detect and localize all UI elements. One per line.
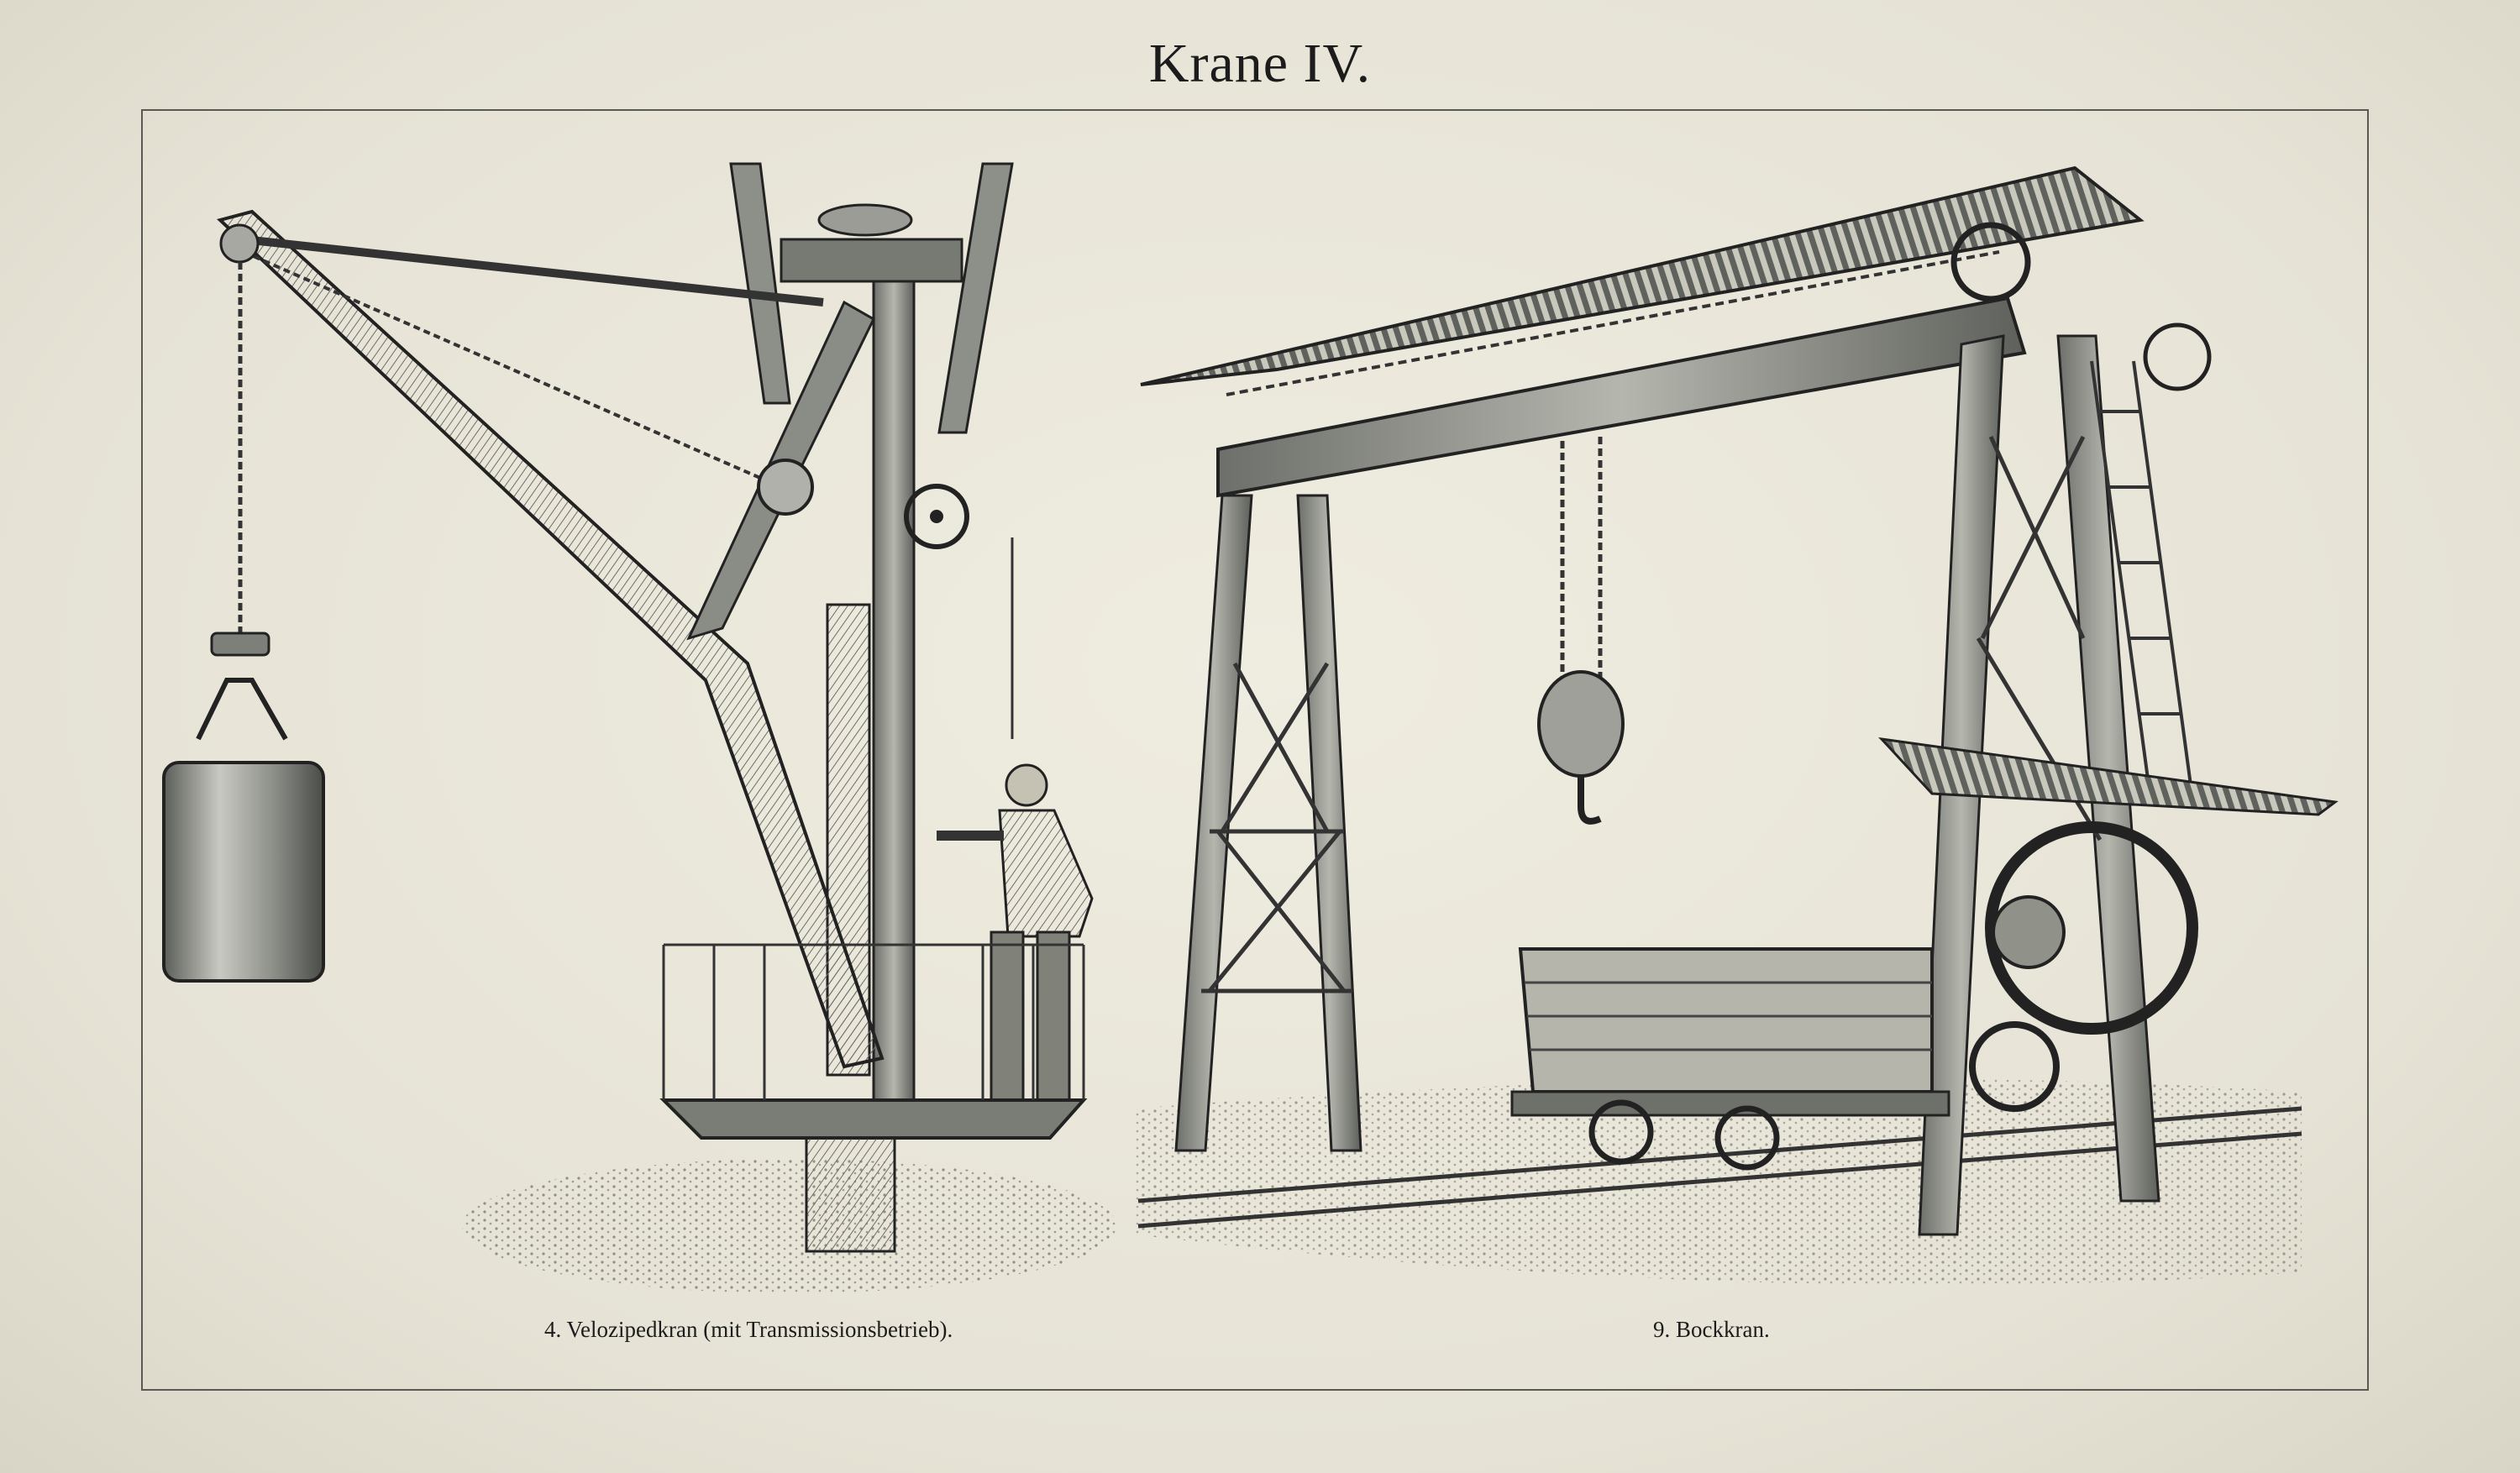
crane-mast (874, 277, 914, 1117)
ground-shading (462, 1159, 1117, 1293)
jib-pulley (221, 225, 258, 262)
crane-hook (1581, 776, 1600, 821)
winding-drum (1993, 897, 2064, 967)
velocipede-crane-figure (164, 164, 1117, 1293)
hand-wheel-right (2145, 325, 2209, 389)
load-barrel (164, 763, 323, 981)
hand-wheel (819, 205, 911, 235)
rear-strut-right (939, 164, 1012, 432)
left-leg-outer (1176, 495, 1252, 1151)
plate-title: Krane IV. (1148, 33, 1372, 94)
drive-gear-hub (930, 510, 943, 523)
mast-head (781, 239, 962, 281)
gantry-crane-figure (1134, 168, 2335, 1285)
left-leg-inner (1298, 495, 1361, 1151)
coal-wagon (1520, 949, 1932, 1092)
base-pillar (806, 1138, 895, 1251)
figure-caption-gantry-crane: 9. Bockkran. (1653, 1317, 1770, 1342)
rear-strut-left (731, 164, 790, 403)
pulley-block (1539, 672, 1623, 776)
mast-gear (759, 460, 812, 514)
hook-block (212, 633, 269, 655)
figure-caption-velocipede-crane: 4. Velozipedkran (mit Transmissionsbetrieb). (544, 1317, 953, 1342)
gantry-girder (1218, 298, 2024, 495)
operator-figure (937, 765, 1092, 1100)
turntable-platform (664, 1100, 1084, 1138)
grab-hook (198, 680, 286, 739)
